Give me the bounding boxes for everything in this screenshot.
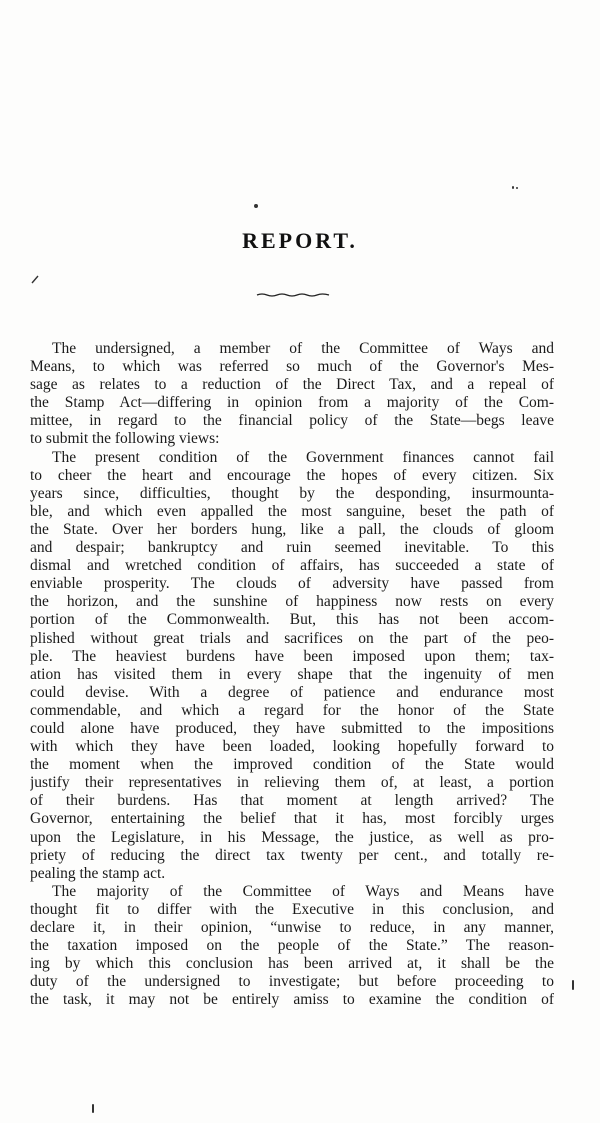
text-line: the task, it may not be entirely amiss to examine the condition of [30, 991, 554, 1009]
text-line: could alone have produced, they have submitted to the impositions [30, 719, 554, 737]
ink-speck-right [512, 186, 514, 189]
text-line: priety of reducing the direct tax twenty per cent., and totally re- [30, 846, 554, 864]
ink-speck-right-2 [516, 187, 518, 189]
paragraph-majority-opinion [30, 883, 554, 1010]
text-line: declare it, in their opinion, “unwise to reduce, in any manner, [30, 919, 554, 936]
paragraph-present-condition [30, 449, 554, 883]
text-line: Governor, entertaining the belief that it has, most forcibly urges [30, 810, 554, 828]
margin-speck-bottom [92, 1104, 94, 1113]
text-line: commendable, and which a regard for the honor of the State [30, 701, 554, 719]
text-line: could devise. With a degree of patience and endurance most [30, 683, 554, 701]
report-body [30, 340, 554, 1009]
margin-tick-mark [30, 274, 40, 284]
text-line: the horizon, and the sunshine of happiness now rests on every [30, 593, 554, 611]
text-line: the moment when the improved condition of the State would [30, 756, 554, 774]
text-line: The undersigned, a member of the Committee of Ways and [52, 340, 554, 357]
text-line: years since, difficulties, thought by the desponding, insurmounta- [30, 484, 554, 502]
text-line: with which they have been loaded, looking hopefully forward to [30, 738, 554, 756]
ink-speck-top [254, 204, 258, 208]
text-line: the taxation imposed on the people of the State.” The reason- [30, 937, 554, 955]
text-line: thought fit to differ with the Executive in this conclusion, and [30, 900, 554, 918]
text-line: ing by which this conclusion has been arrived at, it shall be the [30, 955, 554, 973]
text-line: ble, and which even appalled the most sanguine, beset the path of [30, 502, 554, 520]
text-line: justify their representatives in relieving them of, at least, a portion [30, 774, 554, 792]
text-line: to cheer the heart and encourage the hopes of every citizen. Six [30, 466, 554, 484]
text-line: ple. The heaviest burdens have been imposed upon them; tax- [30, 647, 554, 665]
text-line: Means, to which was referred so much of the Governor's Mes- [30, 358, 554, 376]
report-heading: REPORT. [242, 228, 358, 253]
text-line: and despair; bankruptcy and ruin seemed inevitable. To this [30, 539, 554, 557]
text-line: upon the Legislature, in his Message, the justice, as well as pro- [30, 828, 554, 846]
text-line: The present condition of the Government finances cannot fail [52, 448, 554, 466]
paragraph-intro [30, 340, 554, 449]
text-line: the State. Over her borders hung, like a pall, the clouds of gloom [30, 520, 554, 538]
text-line: ation has visited them in every shape that the ingenuity of men [30, 665, 554, 683]
text-line: portion of the Commonwealth. But, this has not been accom- [30, 611, 554, 629]
text-line: pealing the stamp act. [30, 864, 166, 882]
text-line: duty of the undersigned to investigate; but before proceeding to [30, 973, 554, 991]
decorative-rule [256, 292, 330, 298]
text-line: sage as relates to a reduction of the Direct Tax, and a repeal of [30, 376, 554, 394]
text-line: dismal and wretched condition of affairs, has succeeded a state of [30, 557, 554, 575]
text-line: of their burdens. Has that moment at length arrived? The [30, 792, 554, 810]
text-line: to submit the following views: [30, 430, 220, 448]
text-line: the Stamp Act—differing in opinion from a majority of the Com- [30, 394, 554, 412]
text-line: mittee, in regard to the financial policy of the State—begs leave [30, 412, 554, 430]
text-line: The majority of the Committee of Ways and Means have [52, 882, 554, 900]
text-line: enviable prosperity. The clouds of adversity have passed from [30, 575, 554, 593]
text-line: plished without great trials and sacrifices on the part of the peo- [30, 629, 554, 647]
margin-speck-right [572, 980, 574, 990]
